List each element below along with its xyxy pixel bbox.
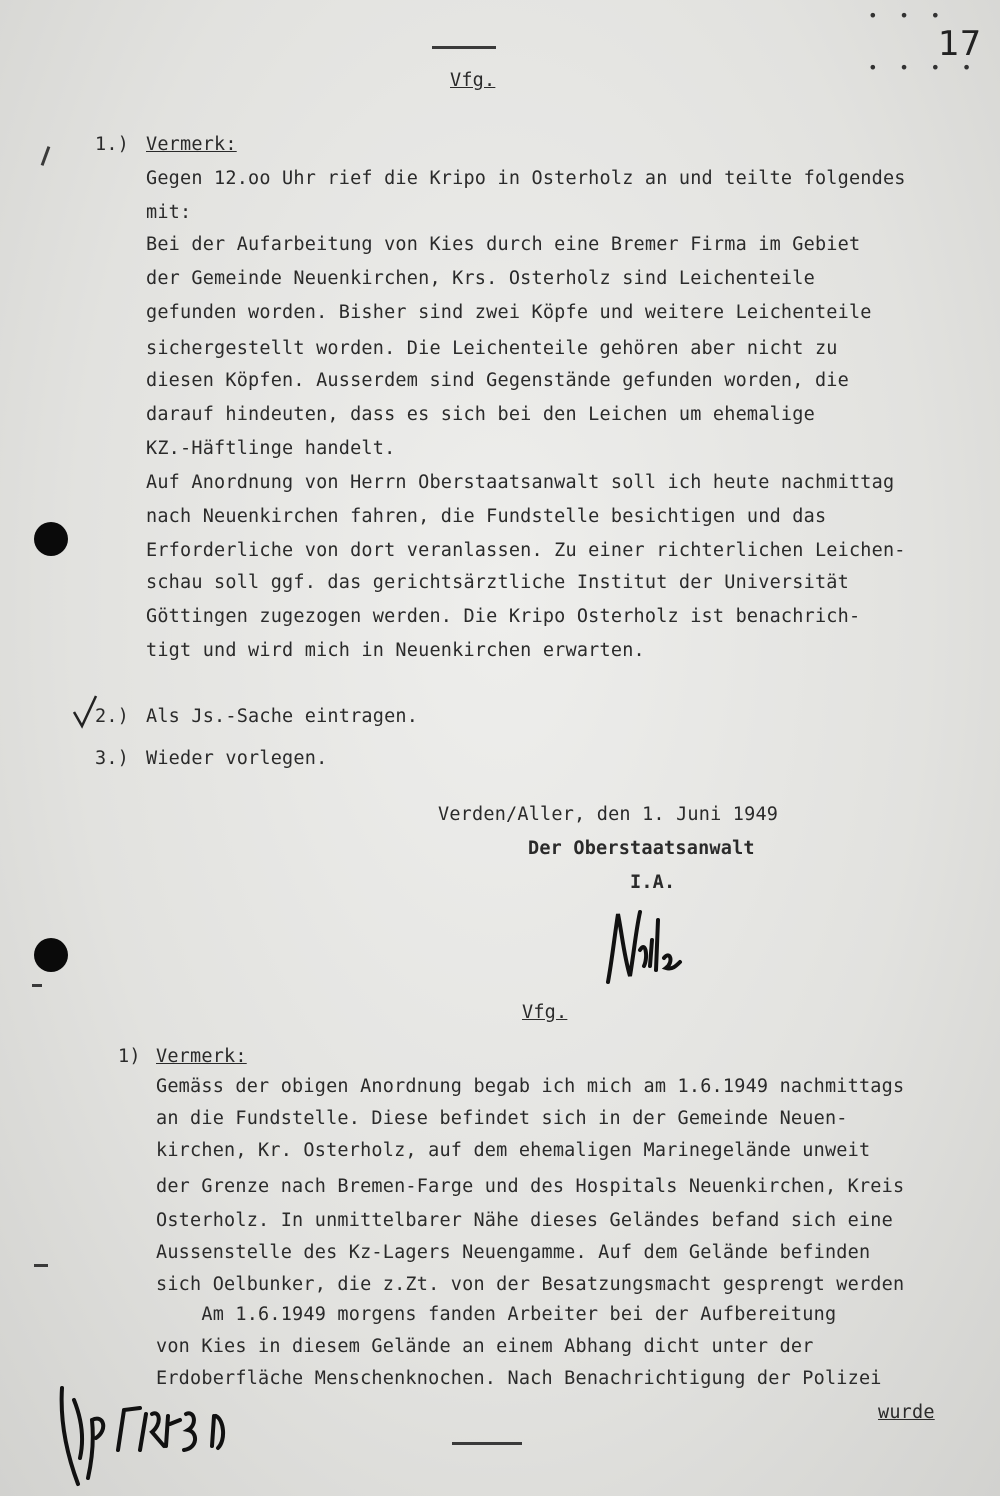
margin-tick-mark — [32, 984, 42, 987]
margin-dots-second: • • • • — [868, 58, 978, 77]
margin-tick-mark — [41, 146, 51, 166]
section1-item2-label: Als Js.-Sache eintragen. — [146, 706, 419, 727]
punch-hole-bottom — [34, 938, 68, 972]
s2-body-line: Am 1.6.1949 morgens fanden Arbeiter bei der Aufbereitung — [156, 1304, 837, 1325]
s1-body-line: der Gemeinde Neuenkirchen, Krs. Osterholz sind Leichenteile — [146, 268, 815, 289]
s2-body-line: der Grenze nach Bremen-Farge und des Hospitals Neuenkirchen, Kreis — [156, 1176, 905, 1197]
margin-tick-mark — [34, 1264, 48, 1267]
ia-mark: I.A. — [630, 872, 676, 893]
top-dash-mark — [432, 46, 496, 49]
s1-body-line: tigt und wird mich in Neuenkirchen erwarten. — [146, 640, 645, 661]
s2-body-line: Aussenstelle des Kz-Lagers Neuengamme. Auf dem Gelände befinden — [156, 1242, 871, 1263]
margin-dots-top: • • • — [868, 6, 947, 25]
s1-body-line: sichergestellt worden. Die Leichenteile gehören aber nicht zu — [146, 338, 838, 359]
section1-item3-number: 3.) — [95, 748, 130, 769]
section1-item1-label: Vermerk: — [146, 134, 237, 155]
s2-body-line: kirchen, Kr. Osterholz, auf dem ehemaligen Marinegelände unweit — [156, 1140, 871, 1161]
punch-hole-top — [34, 522, 68, 556]
s1-body-line: Erforderliche von dort veranlassen. Zu einer richterlichen Leichen- — [146, 540, 906, 561]
s1-body-line: schau soll ggf. das gerichtsärztliche Institut der Universität — [146, 572, 849, 593]
s1-body-line: diesen Köpfen. Ausserdem sind Gegenstände gefunden worden, die — [146, 370, 849, 391]
s2-body-line: an die Fundstelle. Diese befindet sich in der Gemeinde Neuen- — [156, 1108, 848, 1129]
s1-body-line: Gegen 12.oo Uhr rief die Kripo in Osterholz an und teilte folgendes — [146, 168, 906, 189]
s1-body-line: gefunden worden. Bisher sind zwei Köpfe und weitere Leichenteile — [146, 302, 872, 323]
s2-body-line: Osterholz. In unmittelbarer Nähe dieses Geländes befand sich eine — [156, 1210, 893, 1231]
section1-item3-label: Wieder vorlegen. — [146, 748, 328, 769]
catchword: wurde — [878, 1402, 935, 1423]
s2-body-line: Erdoberfläche Menschenknochen. Nach Benachrichtigung der Polizei — [156, 1368, 882, 1389]
s1-body-line: nach Neuenkirchen fahren, die Fundstelle besichtigen und das — [146, 506, 827, 527]
s1-body-line: Bei der Aufarbeitung von Kies durch eine Bremer Firma im Gebiet — [146, 234, 861, 255]
section2-item1-number: 1) — [118, 1046, 141, 1067]
bottom-dash-mark — [452, 1442, 522, 1445]
handwritten-annotation — [48, 1380, 258, 1490]
s1-body-line: Auf Anordnung von Herrn Oberstaatsanwalt soll ich heute nachmittag — [146, 472, 895, 493]
section1-item2-number: 2.) — [95, 706, 130, 727]
s2-body-line: von Kies in diesem Gelände an einem Abhang dicht unter der — [156, 1336, 814, 1357]
section2-item1-label: Vermerk: — [156, 1046, 247, 1067]
section1-item1-number: 1.) — [95, 134, 130, 155]
s1-body-line: Göttingen zugezogen werden. Die Kripo Osterholz ist benachrich- — [146, 606, 861, 627]
s1-body-line: KZ.-Häftlinge handelt. — [146, 438, 396, 459]
s1-body-line: darauf hindeuten, dass es sich bei den Leichen um ehemalige — [146, 404, 815, 425]
place-date: Verden/Aller, den 1. Juni 1949 — [438, 804, 779, 825]
s2-body-line: Gemäss der obigen Anordnung begab ich mich am 1.6.1949 nachmittags — [156, 1076, 905, 1097]
section2-heading: Vfg. — [522, 1002, 568, 1023]
handwritten-signature — [596, 900, 696, 990]
section1-heading: Vfg. — [450, 70, 496, 91]
s1-body-line: mit: — [146, 202, 192, 223]
office-title: Der Oberstaatsanwalt — [528, 838, 755, 859]
page-number: 17 — [938, 24, 982, 64]
s2-body-line: sich Oelbunker, die z.Zt. von der Besatzungsmacht gesprengt werden — [156, 1274, 905, 1295]
